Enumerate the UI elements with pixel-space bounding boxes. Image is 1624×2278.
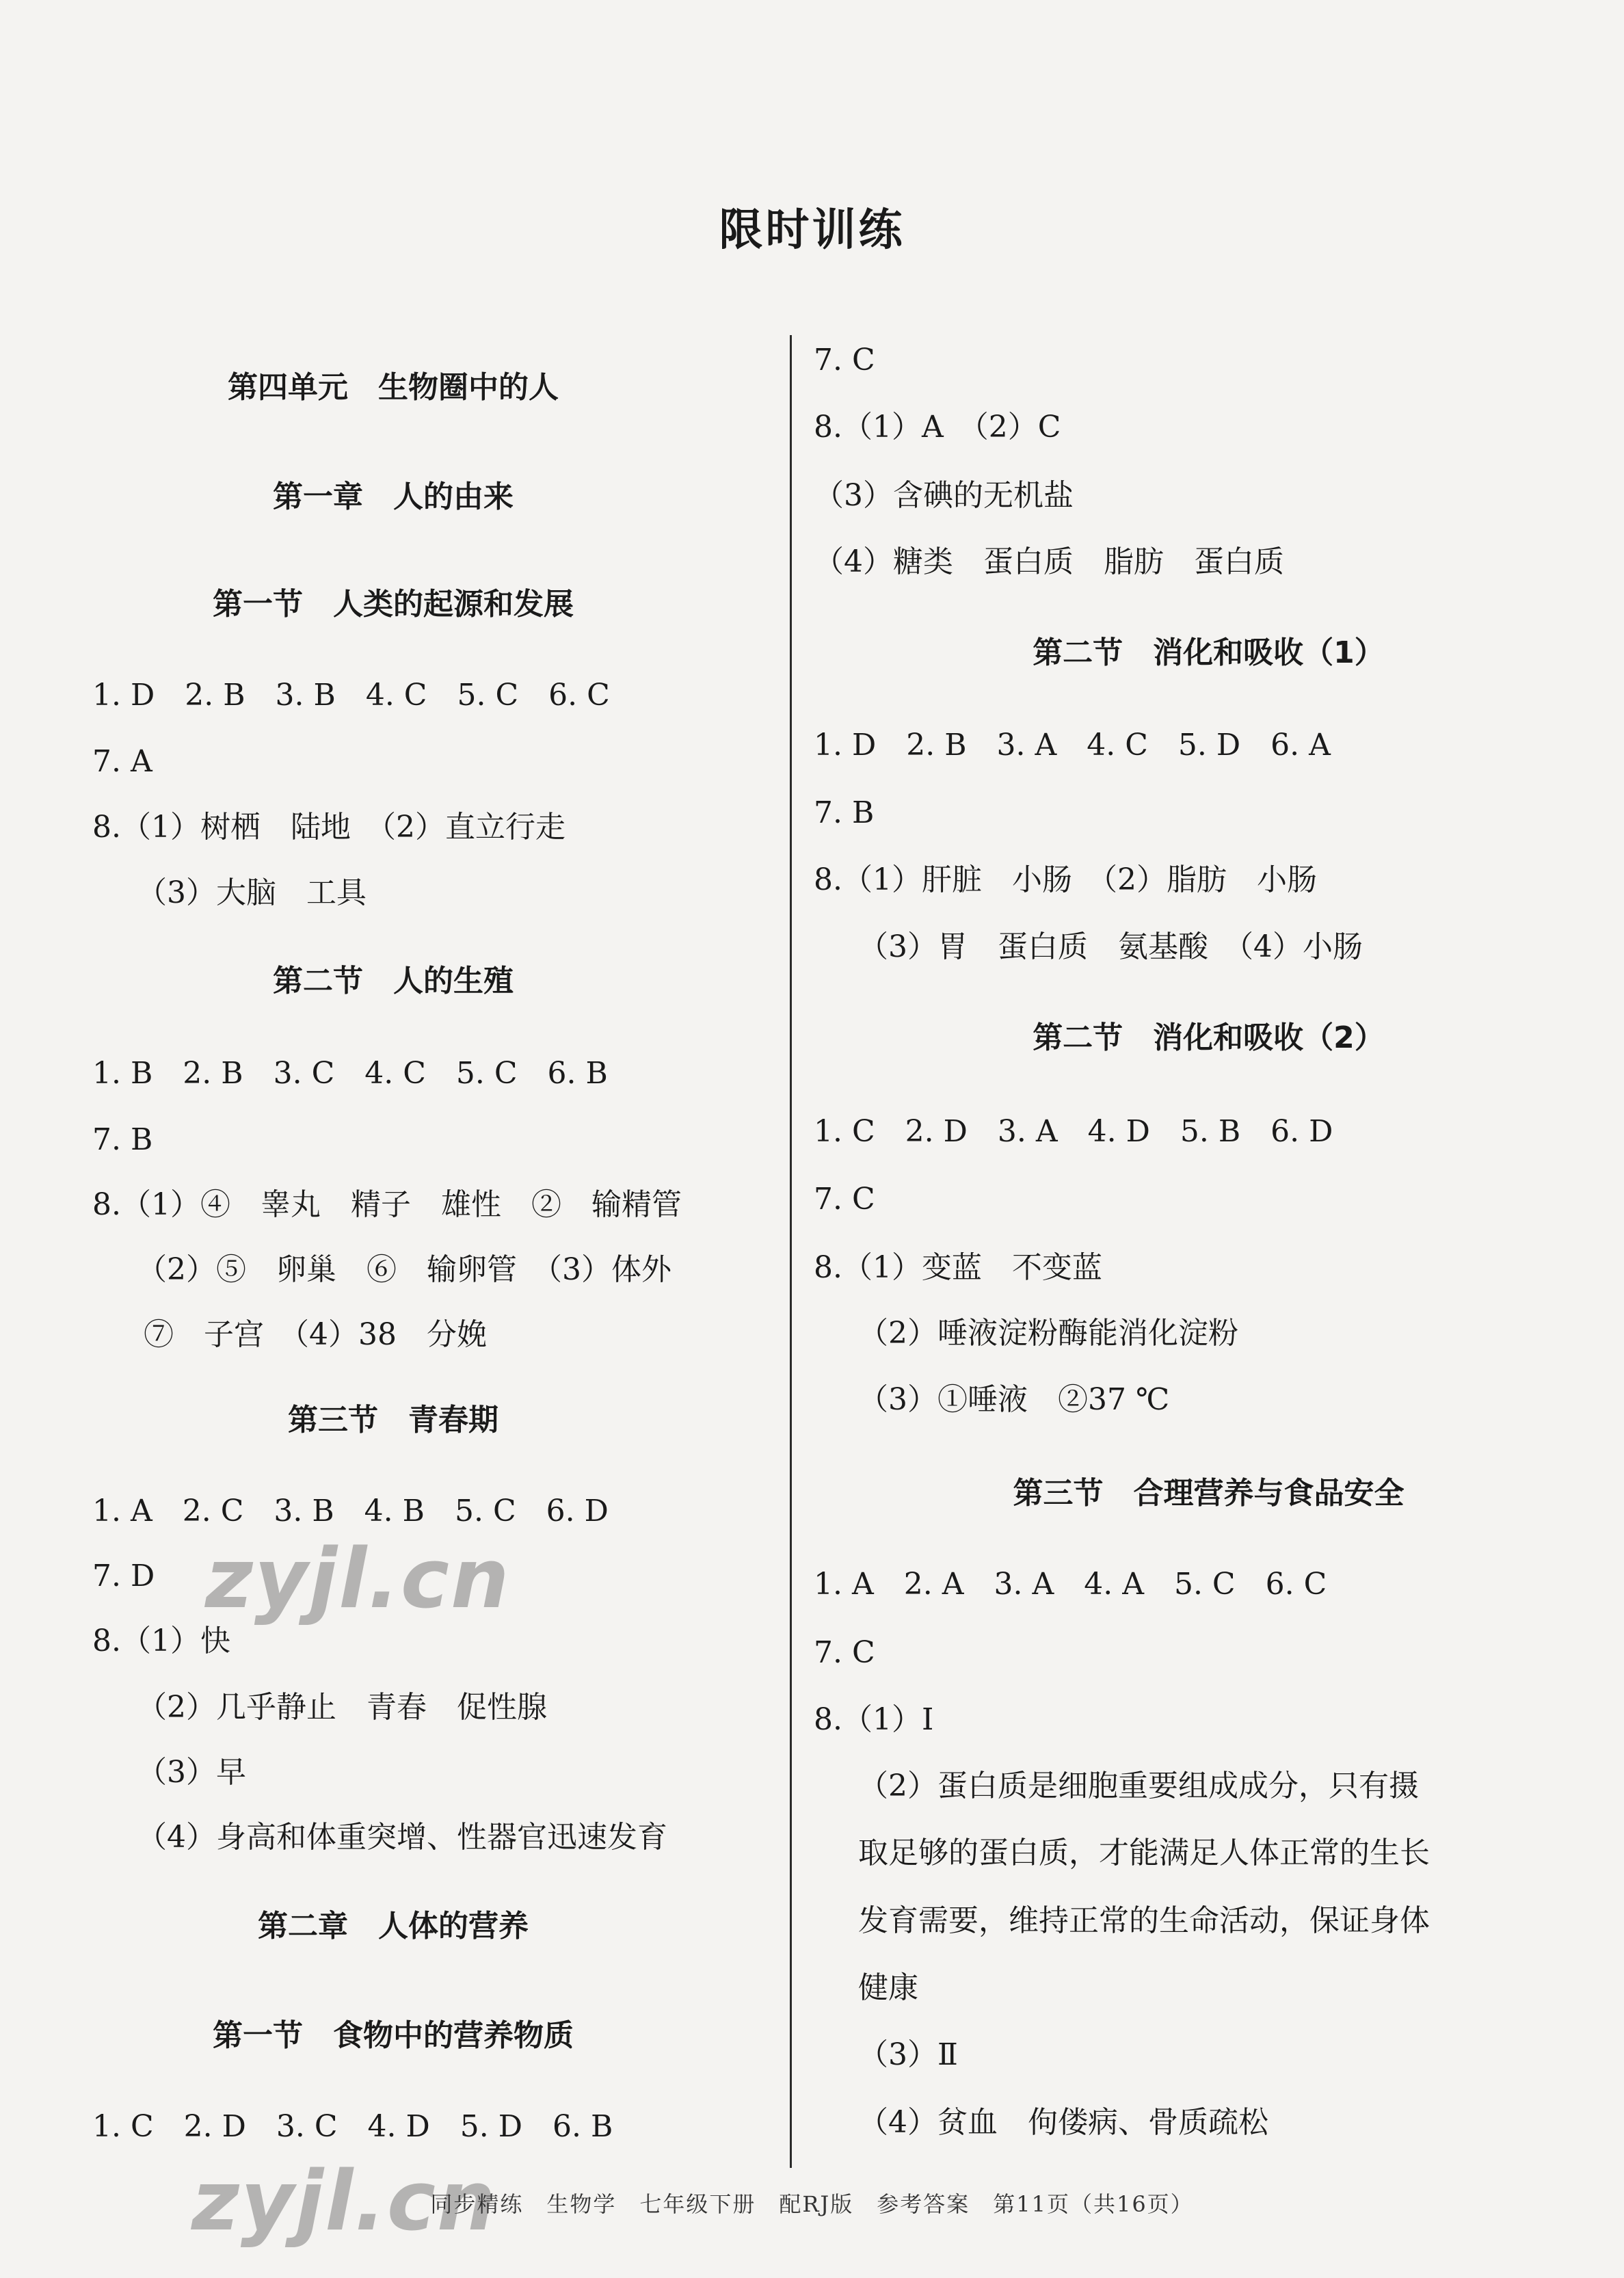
- answer-line: 7. A: [92, 744, 152, 779]
- answer-line: 1. D 2. B 3. A 4. C 5. D 6. A: [814, 728, 1331, 763]
- answer-line: 1. C 2. D 3. A 4. D 5. B 6. D: [814, 1114, 1333, 1149]
- answer-line: 1. D 2. B 3. B 4. C 5. C 6. C: [92, 678, 610, 713]
- answer-line: 8.（1）肝脏 小肠 （2）脂肪 小肠: [814, 862, 1317, 897]
- answer-line: 7. C: [814, 1182, 875, 1217]
- answer-line: 8.（1）快: [92, 1624, 230, 1658]
- answer-line: （3）早: [137, 1755, 246, 1790]
- section-title: 第二节 消化和吸收（1）: [1033, 635, 1385, 670]
- answer-line: （3）大脑 工具: [137, 875, 367, 910]
- answer-line: ⑦ 子宫 （4）38 分娩: [144, 1317, 487, 1352]
- answer-line: 8.（1）树栖 陆地 （2）直立行走: [92, 810, 565, 845]
- answer-line: 1. A 2. A 3. A 4. A 5. C 6. C: [814, 1567, 1327, 1602]
- answer-line: （2）蛋白质是细胞重要组成成分，只有摄: [858, 1769, 1419, 1803]
- answer-line: （4）身高和体重突增、性器官迅速发育: [137, 1820, 667, 1855]
- answer-line: 8.（1）变蓝 不变蓝: [814, 1250, 1102, 1285]
- answer-line: 1. A 2. C 3. B 4. B 5. C 6. D: [92, 1494, 609, 1528]
- answer-line: （4）贫血 佝偻病、骨质疏松: [858, 2105, 1268, 2140]
- answer-line: （2）几乎静止 青春 促性腺: [137, 1690, 547, 1725]
- chapter-title: 第二章 人体的营养: [258, 1909, 529, 1944]
- answer-line: 取足够的蛋白质，才能满足人体正常的生长: [858, 1836, 1430, 1870]
- answer-line: 7. B: [814, 795, 875, 830]
- answer-line: （3）①唾液 ②37 ℃: [858, 1382, 1170, 1417]
- section-title: 第二节 消化和吸收（2）: [1033, 1020, 1385, 1055]
- answer-line: 发育需要，维持正常的生命活动，保证身体: [858, 1903, 1430, 1938]
- answer-line: （4）糖类 蛋白质 脂肪 蛋白质: [814, 544, 1284, 579]
- answer-line: 7. C: [814, 1635, 875, 1670]
- column-divider: [790, 335, 792, 2168]
- section-title: 第三节 合理营养与食品安全: [1013, 1476, 1405, 1511]
- answer-line: 8.（1）④ 睾丸 精子 雄性 ② 输精管: [92, 1187, 682, 1222]
- section-title: 第一节 人类的起源和发展: [213, 587, 574, 622]
- section-title: 第三节 青春期: [288, 1403, 498, 1438]
- unit-title: 第四单元 生物圈中的人: [228, 370, 559, 405]
- watermark: zyjl.cn: [191, 2154, 497, 2249]
- answer-line: 1. B 2. B 3. C 4. C 5. C 6. B: [92, 1056, 608, 1091]
- section-title: 第二节 人的生殖: [273, 964, 514, 998]
- answer-line: （3）含碘的无机盐: [814, 478, 1074, 513]
- answer-line: 8.（1）Ⅰ: [814, 1702, 934, 1737]
- answer-line: 7. B: [92, 1122, 153, 1157]
- answer-line: 健康: [858, 1970, 918, 2005]
- chapter-title: 第一章 人的由来: [273, 479, 514, 514]
- answer-line: （2）⑤ 卵巢 ⑥ 输卵管 （3）体外: [137, 1252, 671, 1287]
- section-title: 第一节 食物中的营养物质: [213, 2018, 574, 2053]
- answer-line: （3）Ⅱ: [858, 2037, 958, 2072]
- answer-line: （2）唾液淀粉酶能消化淀粉: [858, 1316, 1238, 1351]
- answer-line: 7. D: [92, 1559, 155, 1593]
- answer-line: 1. C 2. D 3. C 4. D 5. D 6. B: [92, 2109, 613, 2144]
- answer-line: 8.（1）A （2）C: [814, 410, 1061, 445]
- page-footer: 同步精练 生物学 七年级下册 配RJ版 参考答案 第11页（共16页）: [430, 2191, 1194, 2217]
- answer-line: （3）胃 蛋白质 氨基酸 （4）小肠: [858, 929, 1363, 964]
- page-title: 限时训练: [719, 205, 905, 256]
- watermark: zyjl.cn: [205, 1532, 511, 1627]
- answer-line: 7. C: [814, 343, 875, 378]
